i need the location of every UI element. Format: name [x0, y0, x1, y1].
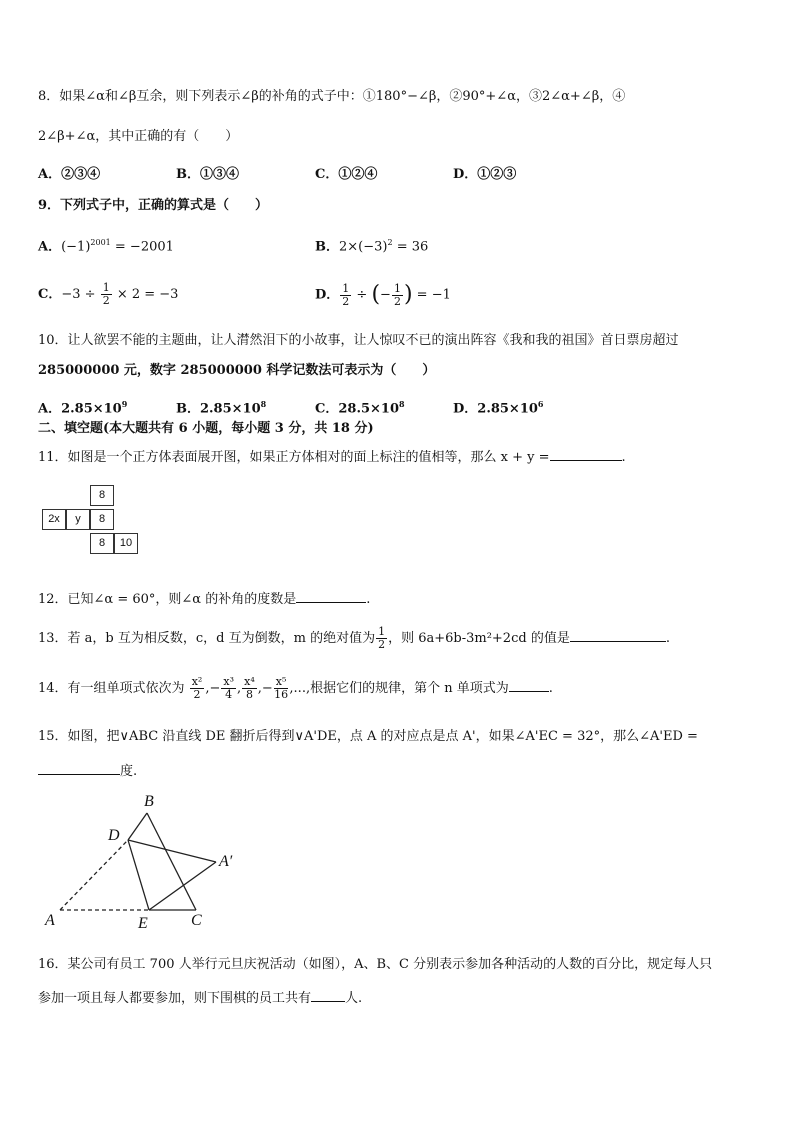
label-c: C: [191, 912, 202, 929]
q15-answer: 度.: [38, 760, 137, 781]
q8-option-a: A．②③④: [38, 167, 101, 182]
cube-cell-top: 8: [90, 485, 114, 506]
q8-line1: 8．如果∠α和∠β互余，则下列表示∠β的补角的式子中：①180°−∠β，②90°+∠α，③2∠α+∠β，④: [38, 89, 626, 104]
dashed-ad: [60, 840, 128, 910]
q10-option-a: A．$2.85\times 10^9$: [38, 399, 128, 417]
q14-term-3: $\frac{\text{x⁴}}{8}$: [244, 675, 255, 701]
q8-option-c: C．①②④: [315, 167, 378, 182]
label-d: D: [108, 827, 120, 844]
segment-bd: [128, 813, 147, 840]
cube-cell-y: y: [66, 509, 90, 530]
q8-option-d: D．①②③: [453, 167, 517, 182]
q16-line1: 16．某公司有员工 700 人举行元旦庆祝活动（如图），A、B、C 分别表示参加各种活动的人数的百分比，规定每人只: [38, 957, 713, 972]
q10-option-b: B．$2.85\times 10^8$: [176, 399, 267, 417]
q8-line2: 2∠β+∠α，其中正确的有（ ）: [38, 129, 239, 144]
cube-cell-10: 10: [114, 533, 138, 554]
cube-cell-mid: 8: [90, 509, 114, 530]
q9-option-c: C．−3 ÷ $\frac{1}{2}$ × 2 = −3: [38, 281, 179, 307]
q14-term-4: − $\frac{\text{x⁵}}{16}$: [261, 675, 289, 701]
segment-de: [128, 840, 149, 910]
cube-cell-2x: 2x: [42, 509, 66, 530]
segment-da-prime: [128, 840, 216, 862]
q14-text: 14．有一组单项式依次为 $\frac{\text{x²}}{2}$ ,− $\frac{\text{x³}}{4}$ , $\frac{\text{x⁴}}{8}$ ,− $\frac{\text{x⁵}}{16}$ ,...,根据它们的规律，第个 n 单项式为 .: [38, 675, 553, 701]
cube-cell-bottom: 8: [90, 533, 114, 554]
q9-option-d: D． $\frac{1}{2}$ ÷ (− $\frac{1}{2}$ ) = −1: [315, 281, 451, 308]
segment-bc: [147, 813, 196, 910]
q16-line2: 参加一项且每人都要参加，则下围棋的员工共有 人.: [38, 987, 362, 1008]
q14-term-1: $\frac{\text{x²}}{2}$: [191, 675, 203, 701]
q9-stem: 9．下列式子中，正确的算式是（ ）: [38, 198, 269, 213]
section-heading: 二、填空题(本大题共有 6 小题，每小题 3 分，共 18 分): [38, 421, 374, 436]
q13-text: 13．若 a，b 互为相反数，c，d 互为倒数，m 的绝对值为 $\frac{1}{2}$ ，则 6a+6b-3m²+2cd 的值是 .: [38, 625, 670, 651]
q10-line1: 10．让人欲罢不能的主题曲，让人潸然泪下的小故事，让人惊叹不已的演出阵容《我和我的祖国》首日票房超过: [38, 333, 679, 348]
label-b: B: [144, 793, 154, 810]
label-e: E: [138, 915, 148, 932]
q10-option-d: D．$2.85\times 10^6$: [453, 399, 544, 417]
label-a: A: [45, 912, 55, 929]
q10-option-c: C．$28.5\times 10^8$: [315, 399, 405, 417]
q15-text: 15．如图，把∨ABC 沿直线 DE 翻折后得到∨A'DE，点 A 的对应点是点 A'，如果∠A'EC = 32°，那么∠A'ED =: [38, 729, 698, 744]
q14-term-2: − $\frac{\text{x³}}{4}$: [209, 675, 234, 701]
q11-text: 11．如图是一个正方体表面展开图，如果正方体相对的面上标注的值相等，那么 x + y = .: [38, 446, 626, 467]
segment-ea-prime: [149, 862, 216, 910]
q8-option-b: B．①③④: [176, 167, 239, 182]
q9-option-b: B．$2\times(-3)^2 = 36$: [315, 238, 429, 255]
label-a-prime: A′: [219, 853, 233, 870]
q9-option-a: A．$(-1)^{2001} = -2001$: [38, 238, 174, 255]
q10-line2: 285000000 元，数字 285000000 科学记数法可表示为（ ）: [38, 363, 436, 378]
q12-text: 12．已知∠α = 60°，则∠α 的补角的度数是 .: [38, 588, 370, 609]
